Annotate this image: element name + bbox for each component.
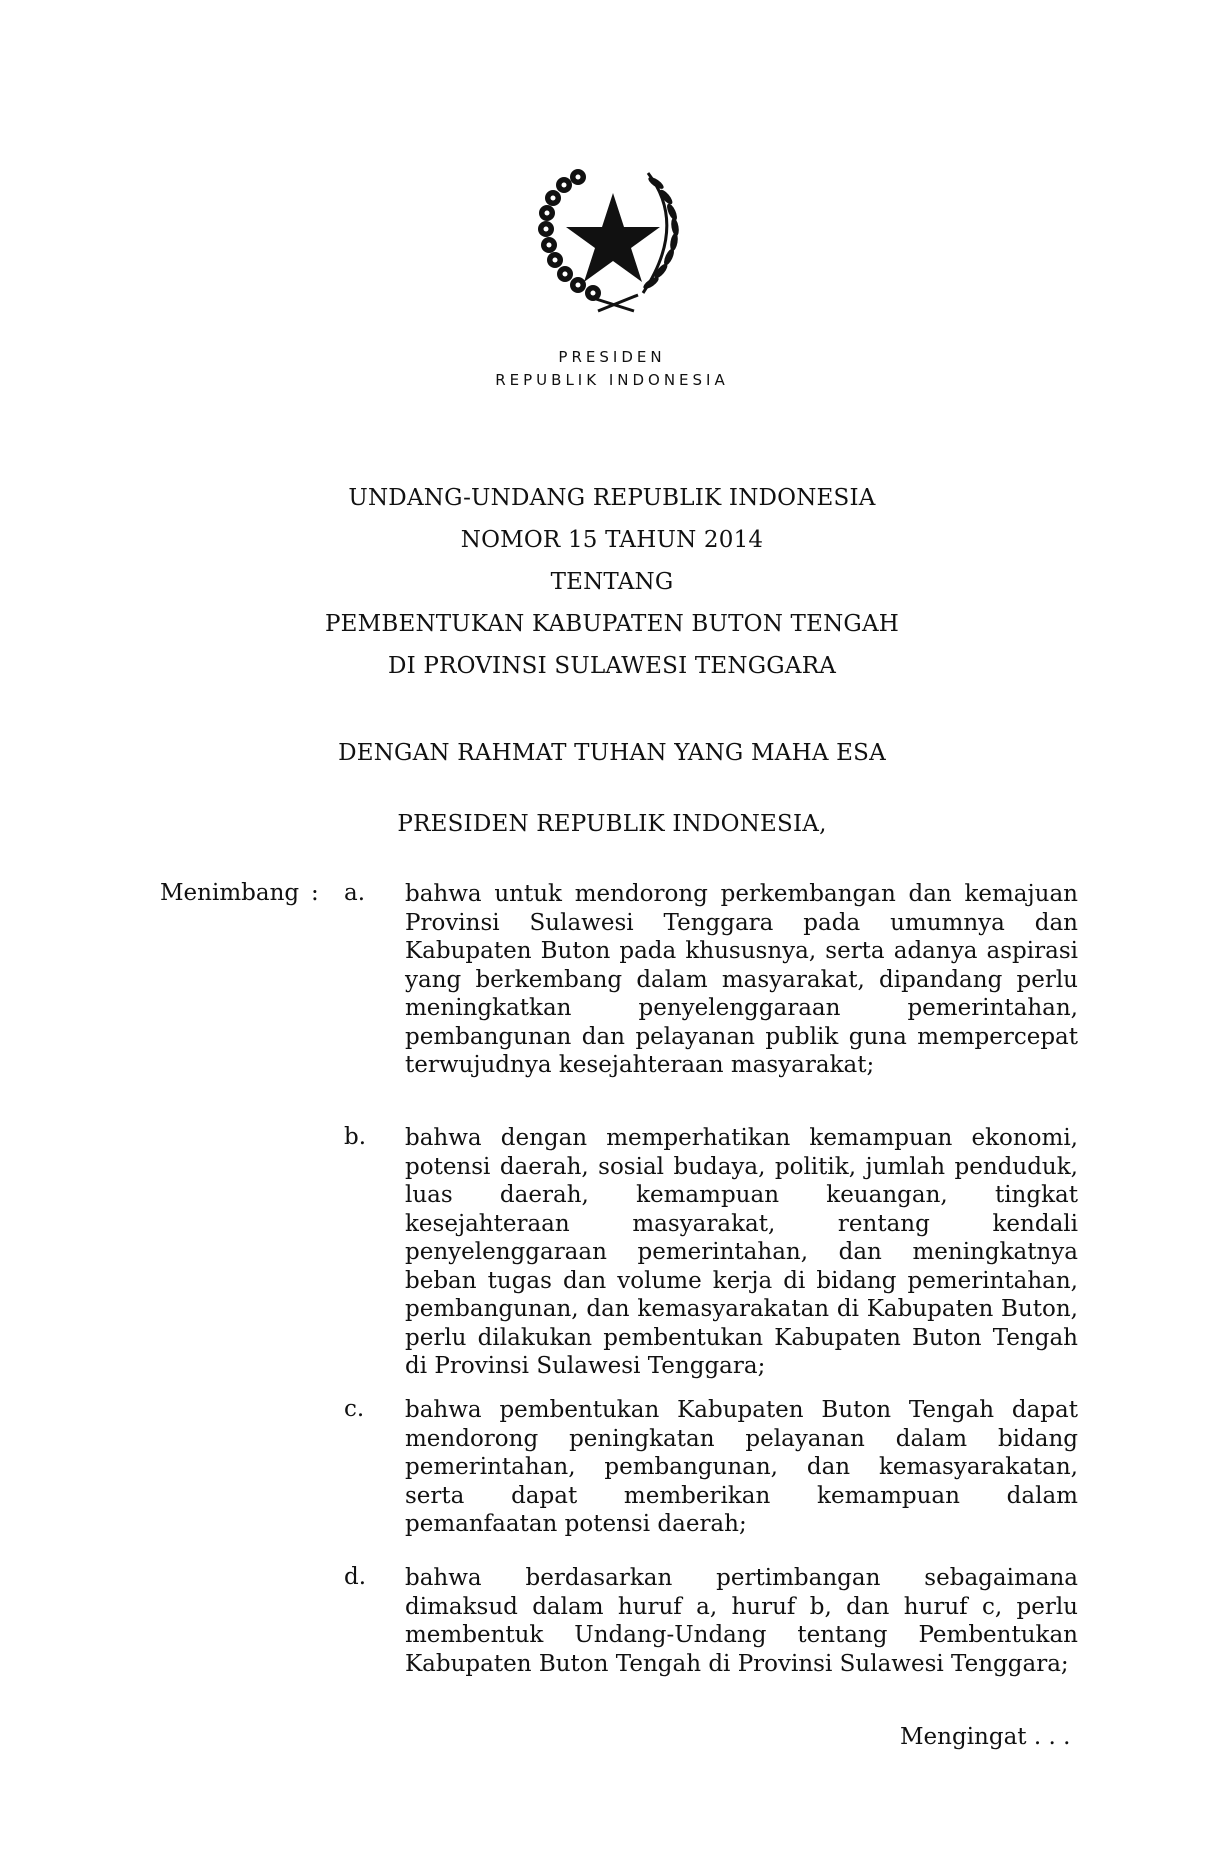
- emblem-caption-president: PRESIDEN: [558, 348, 666, 366]
- presidential-star-emblem-icon: [538, 165, 688, 315]
- authority-heading: PRESIDEN REPUBLIK INDONESIA,: [397, 811, 827, 837]
- item-marker-c: c.: [344, 1396, 365, 1422]
- emblem-caption-republic: REPUBLIK INDONESIA: [495, 371, 729, 389]
- about-heading: TENTANG: [550, 569, 674, 595]
- law-subject-heading: PEMBENTUKAN KABUPATEN BUTON TENGAH: [324, 611, 900, 637]
- item-marker-d: d.: [344, 1564, 367, 1590]
- consideration-item-d: bahwa berdasarkan pertimbangan sebagaimana dimaksud dalam huruf a, huruf b, dan huruf c, perlu membentuk Undang-Undang tentang Pembentukan Kabupaten Buton Tengah di Provinsi Sulawesi Tenggara;: [405, 1565, 1078, 1677]
- page-continuation-marker: Mengingat . . .: [900, 1724, 1071, 1750]
- consideration-item-b: bahwa dengan memperhatikan kemampuan ekonomi, potensi daerah, sosial budaya, politik, jumlah penduduk, luas daerah, kemampuan keuangan, tingkat kesejahteraan masyarakat, rentang kendali penyelenggaraan pemerintahan, dan meningkatnya beban tugas dan volume kerja di bidang pemerintahan, pembangunan, dan kemasyarakatan di Kabupaten Buton, perlu dilakukan pembentukan Kabupaten Buton Tengah di Provinsi Sulawesi Tenggara;: [405, 1125, 1078, 1379]
- law-type-heading: UNDANG-UNDANG REPUBLIK INDONESIA: [348, 485, 876, 511]
- consideration-item-c: bahwa pembentukan Kabupaten Buton Tengah dapat mendorong peningkatan pelayanan dalam bidang pemerintahan, pembangunan, dan kemasyarakatan, serta dapat memberikan kemampuan dalam pemanfaatan potensi daerah;: [405, 1397, 1078, 1537]
- item-marker-b: b.: [344, 1124, 367, 1150]
- item-marker-a: a.: [344, 880, 366, 906]
- law-number-heading: NOMOR 15 TAHUN 2014: [460, 527, 764, 553]
- law-subject-heading-2: DI PROVINSI SULAWESI TENGGARA: [387, 653, 837, 679]
- menimbang-label: Menimbang: [160, 880, 300, 906]
- invocation-heading: DENGAN RAHMAT TUHAN YANG MAHA ESA: [338, 740, 886, 766]
- menimbang-colon: :: [311, 880, 319, 906]
- consideration-item-a: bahwa untuk mendorong perkembangan dan kemajuan Provinsi Sulawesi Tenggara pada umumnya dan Kabupaten Buton pada khususnya, serta adanya aspirasi yang berkembang dalam masyarakat, dipandang perlu meningkatkan penyelenggaraan pemerintahan, pembangunan dan pelayanan publik guna mempercepat terwujudnya kesejahteraan masyarakat;: [405, 881, 1078, 1078]
